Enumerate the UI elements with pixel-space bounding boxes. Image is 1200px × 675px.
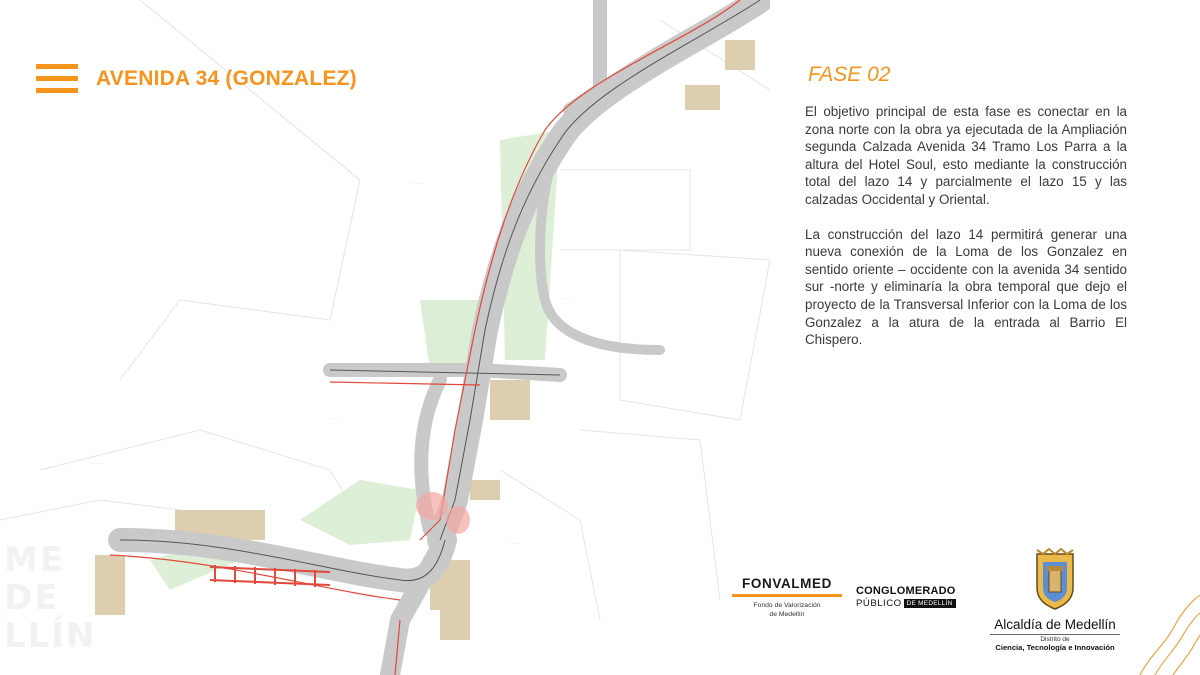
alcaldia-secretaria: Ciencia, Tecnología e Innovación <box>995 643 1115 652</box>
phase-description <box>805 103 1127 366</box>
medellin-brand-logo <box>0 540 120 675</box>
alcaldia-distrito: Distrito de <box>1040 636 1070 643</box>
conglomerado-publico: PÚBLICO <box>856 598 902 609</box>
svg-text:· · · · ·: · · · · · <box>410 181 424 187</box>
conglomerado-name: CONGLOMERADO <box>856 585 956 597</box>
conglomerado-logo <box>856 585 968 609</box>
svg-text:· · · ·: · · · · <box>560 296 571 302</box>
fonvalmed-bar <box>732 594 842 597</box>
phase-heading: FASE 02 <box>808 63 891 86</box>
alcaldia-logo <box>984 548 1126 652</box>
medellin-brand-line-3: LLÍN <box>4 616 97 656</box>
decorative-contour-lines <box>1135 585 1200 675</box>
fonvalmed-name: FONVALMED <box>742 576 832 591</box>
page-title: AVENIDA 34 (GONZALEZ) <box>96 67 357 90</box>
fonvalmed-sub-1: Fondo de Valorización <box>753 602 821 609</box>
coat-of-arms-icon <box>1033 548 1077 610</box>
fonvalmed-logo <box>732 576 842 619</box>
description-paragraph-2: La construcción del lazo 14 permitirá generar una nueva conexión de la Loma de los Gonzalez en sentido oriente – occidente con la avenida 34 sentido sur -norte y eliminaría la obra temporal que dejo el proyecto de la Transversal Inferior con la Loma de los Gonzalez a la atura de la entrada al Barrio El Chispero. <box>805 226 1127 348</box>
svg-text:· · ·: · · · <box>330 416 338 422</box>
description-paragraph-1: El objetivo principal de esta fase es conectar en la zona norte con la obra ya ejecutada de la Ampliación segunda Calzada Avenida 34 Tramo Los Parra a la altura del Hotel Soul, esto mediante la construcción total del lazo 14 y parcialmente el lazo 15 y las calzadas Occidental y Oriental. <box>805 104 1127 207</box>
svg-text:· · · ·: · · · · <box>510 541 521 547</box>
alcaldia-divider <box>990 634 1120 635</box>
medellin-brand-line-2: DE <box>4 578 60 618</box>
svg-text:· · · · ·: · · · · · <box>90 461 104 467</box>
hamburger-menu-icon[interactable] <box>36 64 78 94</box>
medellin-brand-line-1: ME <box>4 540 66 580</box>
conglomerado-medellin: DE MEDELLÍN <box>904 599 956 608</box>
alcaldia-name: Alcaldía de Medellín <box>994 617 1116 632</box>
fonvalmed-sub-2: de Medellín <box>769 611 805 618</box>
